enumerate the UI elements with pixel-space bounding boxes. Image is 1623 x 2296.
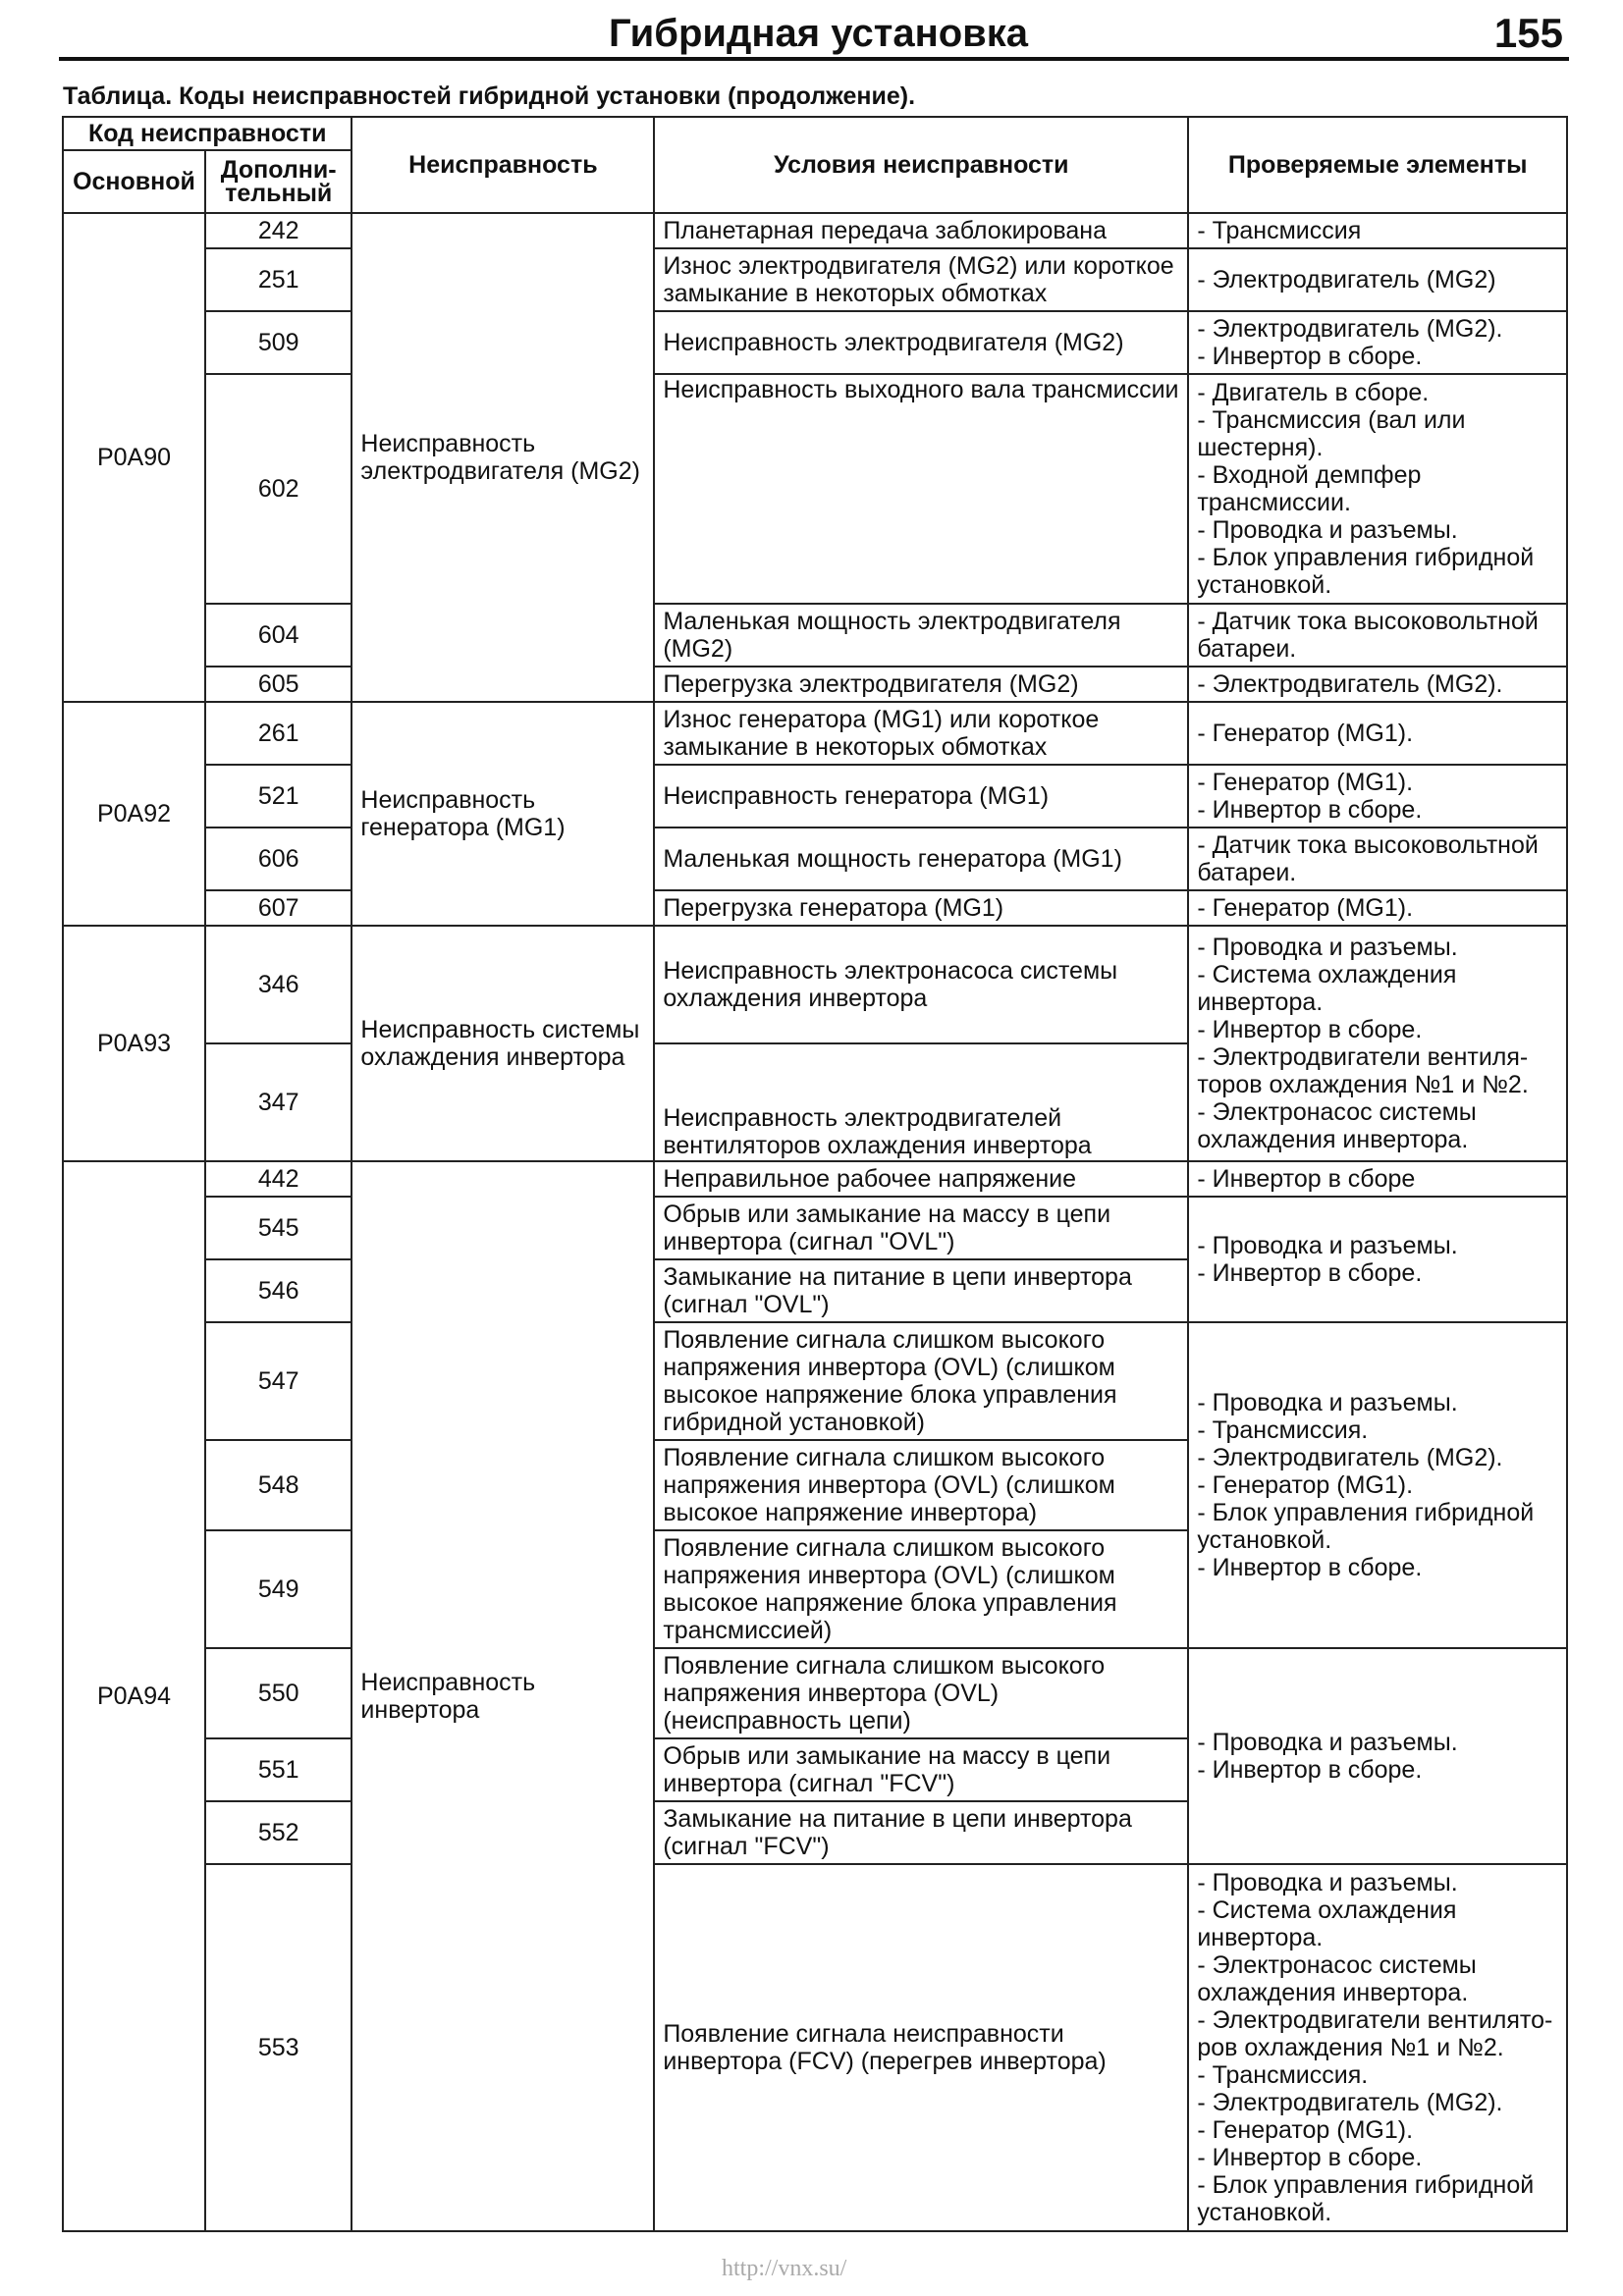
sub-code-cell: 552	[205, 1801, 352, 1864]
elements-cell: - Электродвигатель (MG2). - Инвертор в сборе.	[1188, 311, 1567, 374]
elements-cell: - Генератор (MG1).	[1188, 702, 1567, 765]
sub-code-cell: 521	[205, 765, 352, 828]
page-header	[59, 8, 1569, 61]
elements-cell: - Проводка и разъемы. - Система охлаждения инвертора. - Электронасос системы охлаждения инвертора. - Электродвигатели вентилято-ров охлаждения №1 и №2. - Трансмиссия. - Электродвигатель (MG2). - Генератор (MG1). - Инвертор в сборе. - Блок управления гибридной установкой.	[1188, 1864, 1567, 2231]
sub-code-cell: 509	[205, 311, 352, 374]
condition-cell: Неисправность электродвигателя (MG2)	[654, 311, 1188, 374]
elements-cell: - Двигатель в сборе. - Трансмиссия (вал или шестерня). - Входной демпфер трансмиссии. - Проводка и разъемы. - Блок управления гибридной установкой.	[1188, 374, 1567, 604]
fault-cell: Неисправность генератора (MG1)	[352, 702, 654, 926]
condition-cell: Неисправность электродвигателей вентиляторов охлаждения инвертора	[654, 1043, 1188, 1161]
sub-code-cell: 442	[205, 1161, 352, 1197]
sub-code-cell: 604	[205, 604, 352, 667]
sub-code-cell: 548	[205, 1440, 352, 1530]
condition-cell: Перегрузка электродвигателя (MG2)	[654, 667, 1188, 702]
condition-cell: Неисправность электронасоса системы охлаждения инвертора	[654, 926, 1188, 1043]
footer-url: http://vnx.su/	[722, 2256, 847, 2281]
condition-cell: Маленькая мощность электродвигателя (MG2)	[654, 604, 1188, 667]
sub-code-cell: 546	[205, 1259, 352, 1322]
sub-code-cell: 549	[205, 1530, 352, 1648]
fault-codes-table	[62, 116, 1568, 2232]
sub-code-cell: 553	[205, 1864, 352, 2231]
elements-cell: - Генератор (MG1). - Инвертор в сборе.	[1188, 765, 1567, 828]
condition-cell: Появление сигнала слишком высокого напряжения инвертора (OVL) (слишком высокое напряжение блока управления трансмиссией)	[654, 1530, 1188, 1648]
table-caption: Таблица. Коды неисправностей гибридной установки (продолжение).	[63, 82, 916, 110]
sub-code-cell: 550	[205, 1648, 352, 1738]
elements-cell: - Генератор (MG1).	[1188, 890, 1567, 926]
condition-cell: Замыкание на питание в цепи инвертора (сигнал "OVL")	[654, 1259, 1188, 1322]
elements-cell: - Трансмиссия	[1188, 213, 1567, 248]
sub-code-cell: 605	[205, 667, 352, 702]
fault-cell: Неисправность электродвигателя (MG2)	[352, 213, 654, 702]
elements-cell: - Проводка и разъемы. - Система охлаждения инвертора. - Инвертор в сборе. - Электродвигатели вентиля-торов охлаждения №1 и №2. - Электронасос системы охлаждения инвертора.	[1188, 926, 1567, 1161]
sub-code-cell: 545	[205, 1197, 352, 1259]
header-fault: Неисправность	[352, 117, 654, 213]
condition-cell: Неисправность генератора (MG1)	[654, 765, 1188, 828]
elements-cell: - Электродвигатель (MG2)	[1188, 248, 1567, 311]
condition-cell: Неправильное рабочее напряжение	[654, 1161, 1188, 1197]
elements-cell: - Датчик тока высоковольтной батареи.	[1188, 828, 1567, 890]
sub-code-cell: 261	[205, 702, 352, 765]
elements-cell: - Инвертор в сборе	[1188, 1161, 1567, 1197]
sub-code-cell: 602	[205, 374, 352, 604]
main-code-cell: P0A94	[63, 1161, 205, 2231]
condition-cell: Неисправность выходного вала трансмиссии	[654, 374, 1188, 604]
elements-cell: - Проводка и разъемы. - Трансмиссия. - Электродвигатель (MG2). - Генератор (MG1). - Блок управления гибридной установкой. - Инвертор в сборе.	[1188, 1322, 1567, 1648]
header-code-group: Код неисправности	[63, 117, 352, 150]
condition-cell: Появление сигнала слишком высокого напряжения инвертора (OVL) (слишком высокое напряжение инвертора)	[654, 1440, 1188, 1530]
condition-cell: Появление сигнала слишком высокого напряжения инвертора (OVL) (неисправность цепи)	[654, 1648, 1188, 1738]
condition-cell: Появление сигнала слишком высокого напряжения инвертора (OVL) (слишком высокое напряжение блока управления гибридной установкой)	[654, 1322, 1188, 1440]
condition-cell: Обрыв или замыкание на массу в цепи инвертора (сигнал "FCV")	[654, 1738, 1188, 1801]
sub-code-cell: 607	[205, 890, 352, 926]
condition-cell: Маленькая мощность генератора (MG1)	[654, 828, 1188, 890]
sub-code-cell: 547	[205, 1322, 352, 1440]
main-code-cell: P0A93	[63, 926, 205, 1161]
elements-cell: - Электродвигатель (MG2).	[1188, 667, 1567, 702]
header-conditions: Условия неисправности	[654, 117, 1188, 213]
sub-code-cell: 346	[205, 926, 352, 1043]
page-number: 155	[1493, 10, 1563, 56]
sub-code-cell: 551	[205, 1738, 352, 1801]
sub-code-cell: 251	[205, 248, 352, 311]
condition-cell: Обрыв или замыкание на массу в цепи инвертора (сигнал "OVL")	[654, 1197, 1188, 1259]
elements-cell: - Датчик тока высоковольтной батареи.	[1188, 604, 1567, 667]
header-extra-code: Дополни- тельный	[205, 150, 352, 213]
page-title: Гибридная установка	[609, 12, 1029, 55]
condition-cell: Появление сигнала неисправности инвертора (FCV) (перегрев инвертора)	[654, 1864, 1188, 2231]
main-code-cell: P0A92	[63, 702, 205, 926]
sub-code-cell: 242	[205, 213, 352, 248]
elements-cell: - Проводка и разъемы. - Инвертор в сборе.	[1188, 1197, 1567, 1322]
condition-cell: Износ генератора (MG1) или короткое замыкание в некоторых обмотках	[654, 702, 1188, 765]
sub-code-cell: 347	[205, 1043, 352, 1161]
condition-cell: Замыкание на питание в цепи инвертора (сигнал "FCV")	[654, 1801, 1188, 1864]
header-elements: Проверяемые элементы	[1188, 117, 1567, 213]
fault-cell: Неисправность системы охлаждения инвертора	[352, 926, 654, 1161]
header-main-code: Основной	[63, 150, 205, 213]
fault-cell: Неисправность инвертора	[352, 1161, 654, 2231]
main-code-cell: P0A90	[63, 213, 205, 702]
condition-cell: Износ электродвигателя (MG2) или короткое замыкание в некоторых обмотках	[654, 248, 1188, 311]
sub-code-cell: 606	[205, 828, 352, 890]
condition-cell: Планетарная передача заблокирована	[654, 213, 1188, 248]
elements-cell: - Проводка и разъемы. - Инвертор в сборе.	[1188, 1648, 1567, 1864]
condition-cell: Перегрузка генератора (MG1)	[654, 890, 1188, 926]
